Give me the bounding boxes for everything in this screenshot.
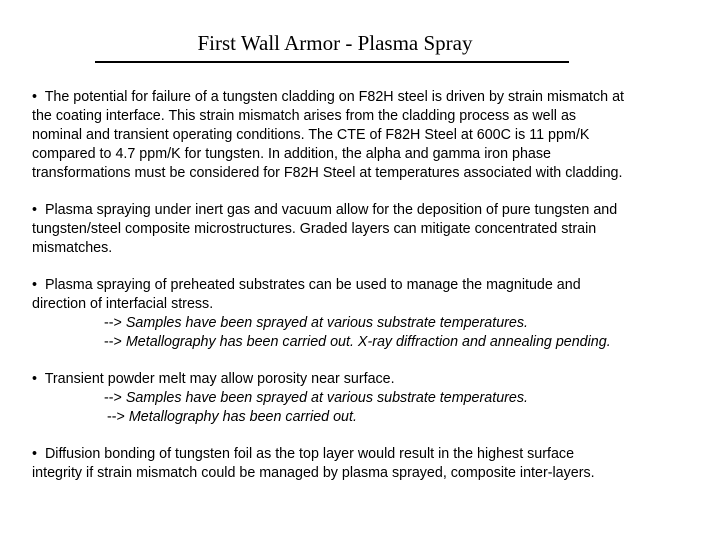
bullet-line: transformations must be considered for F82H Steel at temperatures associated with cladding. — [32, 165, 623, 181]
sub-item — [32, 314, 702, 333]
arrow-icon: --> — [104, 390, 122, 406]
bullet-line: tungsten/steel composite microstructures. Graded layers can mitigate concentrated strain — [32, 221, 597, 237]
bullet-icon: • — [32, 446, 38, 462]
bullet-text: Plasma spraying under inert gas and vacuum allow for the deposition of pure tungsten and — [44, 202, 618, 218]
title-underline — [95, 61, 569, 63]
slide-body — [32, 88, 702, 483]
bullet-line: integrity if strain mismatch could be managed by plasma sprayed, composite inter-layers. — [32, 465, 595, 481]
sub-item — [32, 333, 702, 352]
bullet-text: Plasma spraying of preheated substrates can be used to manage the magnitude and — [44, 277, 581, 293]
sub-item-text: Samples have been sprayed at various substrate temperatures. — [125, 390, 528, 406]
bullet-paragraph-powder-melt — [32, 370, 702, 427]
sub-item-text: Samples have been sprayed at various substrate temperatures. — [125, 315, 528, 331]
bullet-icon: • — [32, 202, 38, 218]
bullet-icon: • — [32, 277, 38, 293]
sub-item — [32, 389, 702, 408]
bullet-line: compared to 4.7 ppm/K for tungsten. In addition, the alpha and gamma iron phase — [32, 146, 551, 162]
bullet-line: direction of interfacial stress. — [32, 296, 214, 312]
bullet-line: nominal and transient operating conditions. The CTE of F82H Steel at 600C is 11 ppm/K — [32, 127, 590, 143]
bullet-icon: • — [32, 371, 38, 387]
arrow-icon: --> — [107, 409, 125, 425]
arrow-icon: --> — [104, 315, 122, 331]
bullet-line — [32, 88, 702, 107]
sub-item-text: Metallography has been carried out. X-ray diffraction and annealing pending. — [125, 334, 611, 350]
sub-item — [32, 408, 702, 427]
bullet-text: The potential for failure of a tungsten cladding on F82H steel is driven by strain mismatch at — [44, 89, 625, 105]
bullet-line: the coating interface. This strain mismatch arises from the cladding process as well as — [32, 108, 577, 124]
bullet-line — [32, 276, 702, 295]
bullet-line: mismatches. — [32, 240, 113, 256]
bullet-line — [32, 445, 702, 464]
bullet-paragraph-inert-gas — [32, 201, 702, 258]
bullet-paragraph-cte — [32, 88, 702, 183]
bullet-paragraph-preheated — [32, 276, 702, 352]
bullet-text: Transient powder melt may allow porosity near surface. — [44, 371, 395, 387]
bullet-line — [32, 201, 702, 220]
sub-item-text: Metallography has been carried out. — [128, 409, 357, 425]
bullet-text: Diffusion bonding of tungsten foil as the top layer would result in the highest surface — [44, 446, 575, 462]
arrow-icon: --> — [104, 334, 122, 350]
bullet-icon: • — [32, 89, 38, 105]
slide-title: First Wall Armor - Plasma Spray — [197, 31, 473, 55]
bullet-line — [32, 370, 702, 389]
bullet-paragraph-diffusion-bonding — [32, 445, 702, 483]
